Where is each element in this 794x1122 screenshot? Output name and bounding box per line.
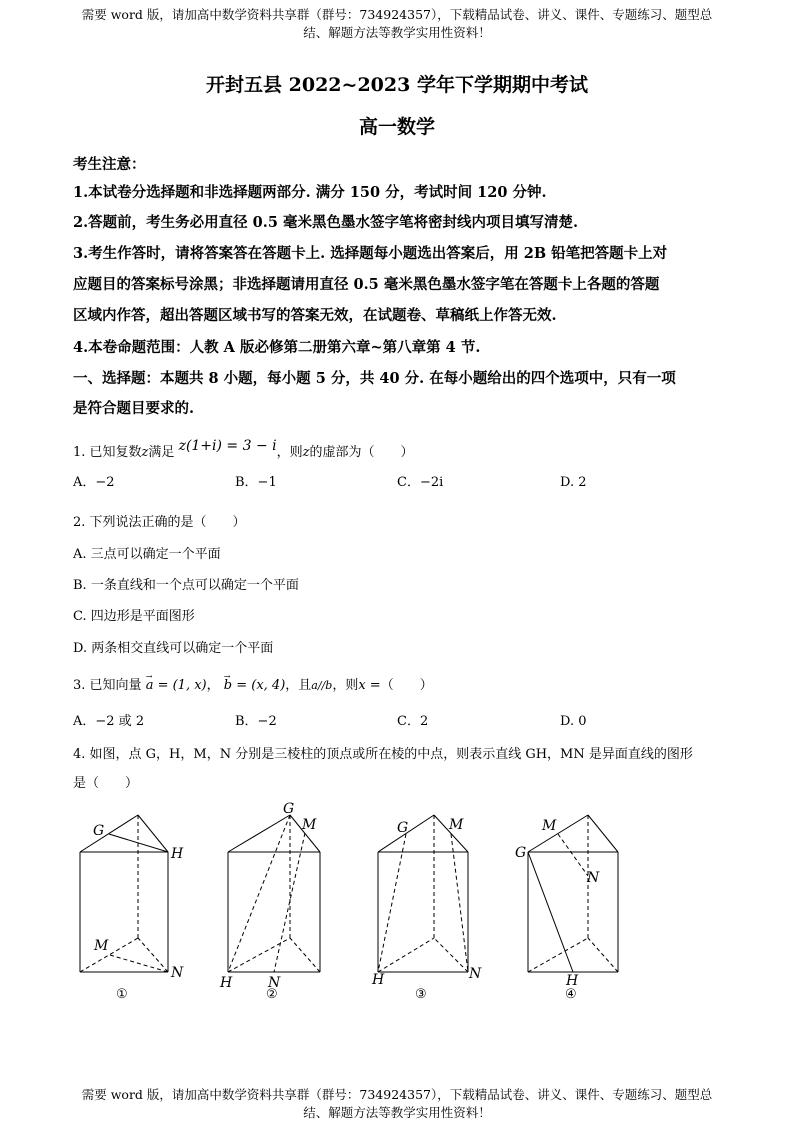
fig1-label-n: N xyxy=(171,965,184,981)
fig1-label-h: H xyxy=(171,846,184,862)
question-4-stem-line1: 4. 如图，点 G，H，M，N 分别是三棱柱的顶点或所在棱的中点，则表示直线 GH，MN 是异面直线的图形 xyxy=(73,747,693,762)
question-1-option-b[interactable]: B．−1 xyxy=(235,475,277,490)
vector-a: → a xyxy=(146,677,154,695)
section-heading-line1: 一、选择题：本题共 8 小题，每小题 5 分，共 40 分. 在每小题给出的四个选项中，只有一项 xyxy=(73,370,676,387)
question-2-option-d[interactable]: D. 两条相交直线可以确定一个平面 xyxy=(73,641,274,656)
exam-subtitle: 高一数学 xyxy=(358,116,435,138)
question-3-stem: 3. 已知向量 → a = (1, x)， → b = (x, 4)，且a//b，则x =（ ） xyxy=(73,677,433,695)
fig1-number: ① xyxy=(116,987,128,1002)
top-banner-line1: 需要 word 版，请加高中数学资料共享群（群号：734924357），下载精品试卷、讲义、课件、专题练习、题型总 xyxy=(81,7,713,22)
fig4-label-h: H xyxy=(566,973,579,989)
top-banner-line2: 结、解题方法等教学实用性资料！ xyxy=(303,25,491,40)
question-3-option-c[interactable]: C．2 xyxy=(397,714,429,729)
fig3-label-n: N xyxy=(469,966,482,982)
fig4-label-n: N xyxy=(587,870,600,886)
question-1-option-c[interactable]: C．−2i xyxy=(397,475,444,490)
notice-line-3: 3.考生作答时，请将答案答在答题卡上. 选择题每小题选出答案后，用 2B 铅笔把答题卡上对 xyxy=(73,245,668,262)
prism-figure-4 xyxy=(528,815,618,972)
fig2-label-g: G xyxy=(283,801,295,817)
notice-line-2: 2.答题前，考生务必用直径 0.5 毫米黑色墨水签字笔将密封线内项目填写清楚. xyxy=(73,214,579,231)
fig3-label-g: G xyxy=(397,820,409,836)
fig4-label-g: G xyxy=(515,845,527,861)
section-heading-line2: 是符合题目要求的. xyxy=(73,400,195,417)
fig2-label-n: N xyxy=(268,975,281,991)
question-3-option-d[interactable]: D. 0 xyxy=(560,714,587,729)
fig2-label-h: H xyxy=(220,975,233,991)
notice-line-1: 1.本试卷分选择题和非选择题两部分. 满分 150 分，考试时间 120 分钟. xyxy=(73,184,547,201)
prism-figure-2 xyxy=(228,815,320,972)
question-1-equation: z(1+i) = 3 − i xyxy=(178,438,277,454)
question-2-option-a[interactable]: A. 三点可以确定一个平面 xyxy=(73,547,221,562)
notice-heading: 考生注意： xyxy=(73,156,146,173)
question-3-option-b[interactable]: B．−2 xyxy=(235,714,277,729)
bottom-banner-line2: 结、解题方法等教学实用性资料！ xyxy=(303,1105,491,1120)
question-3-option-a[interactable]: A．−2 或 2 xyxy=(73,714,145,729)
notice-line-4: 应题目的答案标号涂黑；非选择题请用直径 0.5 毫米黑色墨水签字笔在答题卡上各题的答题 xyxy=(73,276,660,293)
fig1-label-m: M xyxy=(94,938,109,954)
notice-line-5: 区域内作答，超出答题区域书写的答案无效，在试题卷、草稿纸上作答无效. xyxy=(73,307,557,324)
fig4-number: ④ xyxy=(565,987,577,1002)
bottom-banner xyxy=(60,1086,734,1122)
fig3-label-m: M xyxy=(449,817,464,833)
question-1-option-d[interactable]: D. 2 xyxy=(560,475,587,490)
question-2-option-c[interactable]: C. 四边形是平面图形 xyxy=(73,609,195,624)
fig2-label-m: M xyxy=(302,817,317,833)
fig4-label-m: M xyxy=(542,818,557,834)
exam-title: 开封五县 2022~2023 学年下学期期中考试 xyxy=(206,74,588,96)
question-4-stem-line2: 是（ ） xyxy=(73,776,139,791)
question-2-stem: 2. 下列说法正确的是（ ） xyxy=(73,515,246,530)
fig2-number: ② xyxy=(266,987,278,1002)
question-1-stem: 1. 已知复数z满足 z(1+i) = 3 − i，则z的虚部为（ ） xyxy=(73,438,414,460)
fig3-number: ③ xyxy=(415,987,427,1002)
fig3-label-h: H xyxy=(372,972,385,988)
notice-line-6: 4.本卷命题范围：人教 A 版必修第二册第六章~第八章第 4 节. xyxy=(73,339,481,356)
vector-b: → b xyxy=(224,677,232,695)
question-2-option-b[interactable]: B. 一条直线和一个点可以确定一个平面 xyxy=(73,578,299,593)
question-1-option-a[interactable]: A．−2 xyxy=(73,475,115,490)
parallel-expression: a//b xyxy=(311,679,333,692)
bottom-banner-line1: 需要 word 版，请加高中数学资料共享群（群号：734924357），下载精品试卷、讲义、课件、专题练习、题型总 xyxy=(81,1087,713,1102)
prism-figure-3 xyxy=(378,815,468,972)
fig1-label-g: G xyxy=(93,823,105,839)
